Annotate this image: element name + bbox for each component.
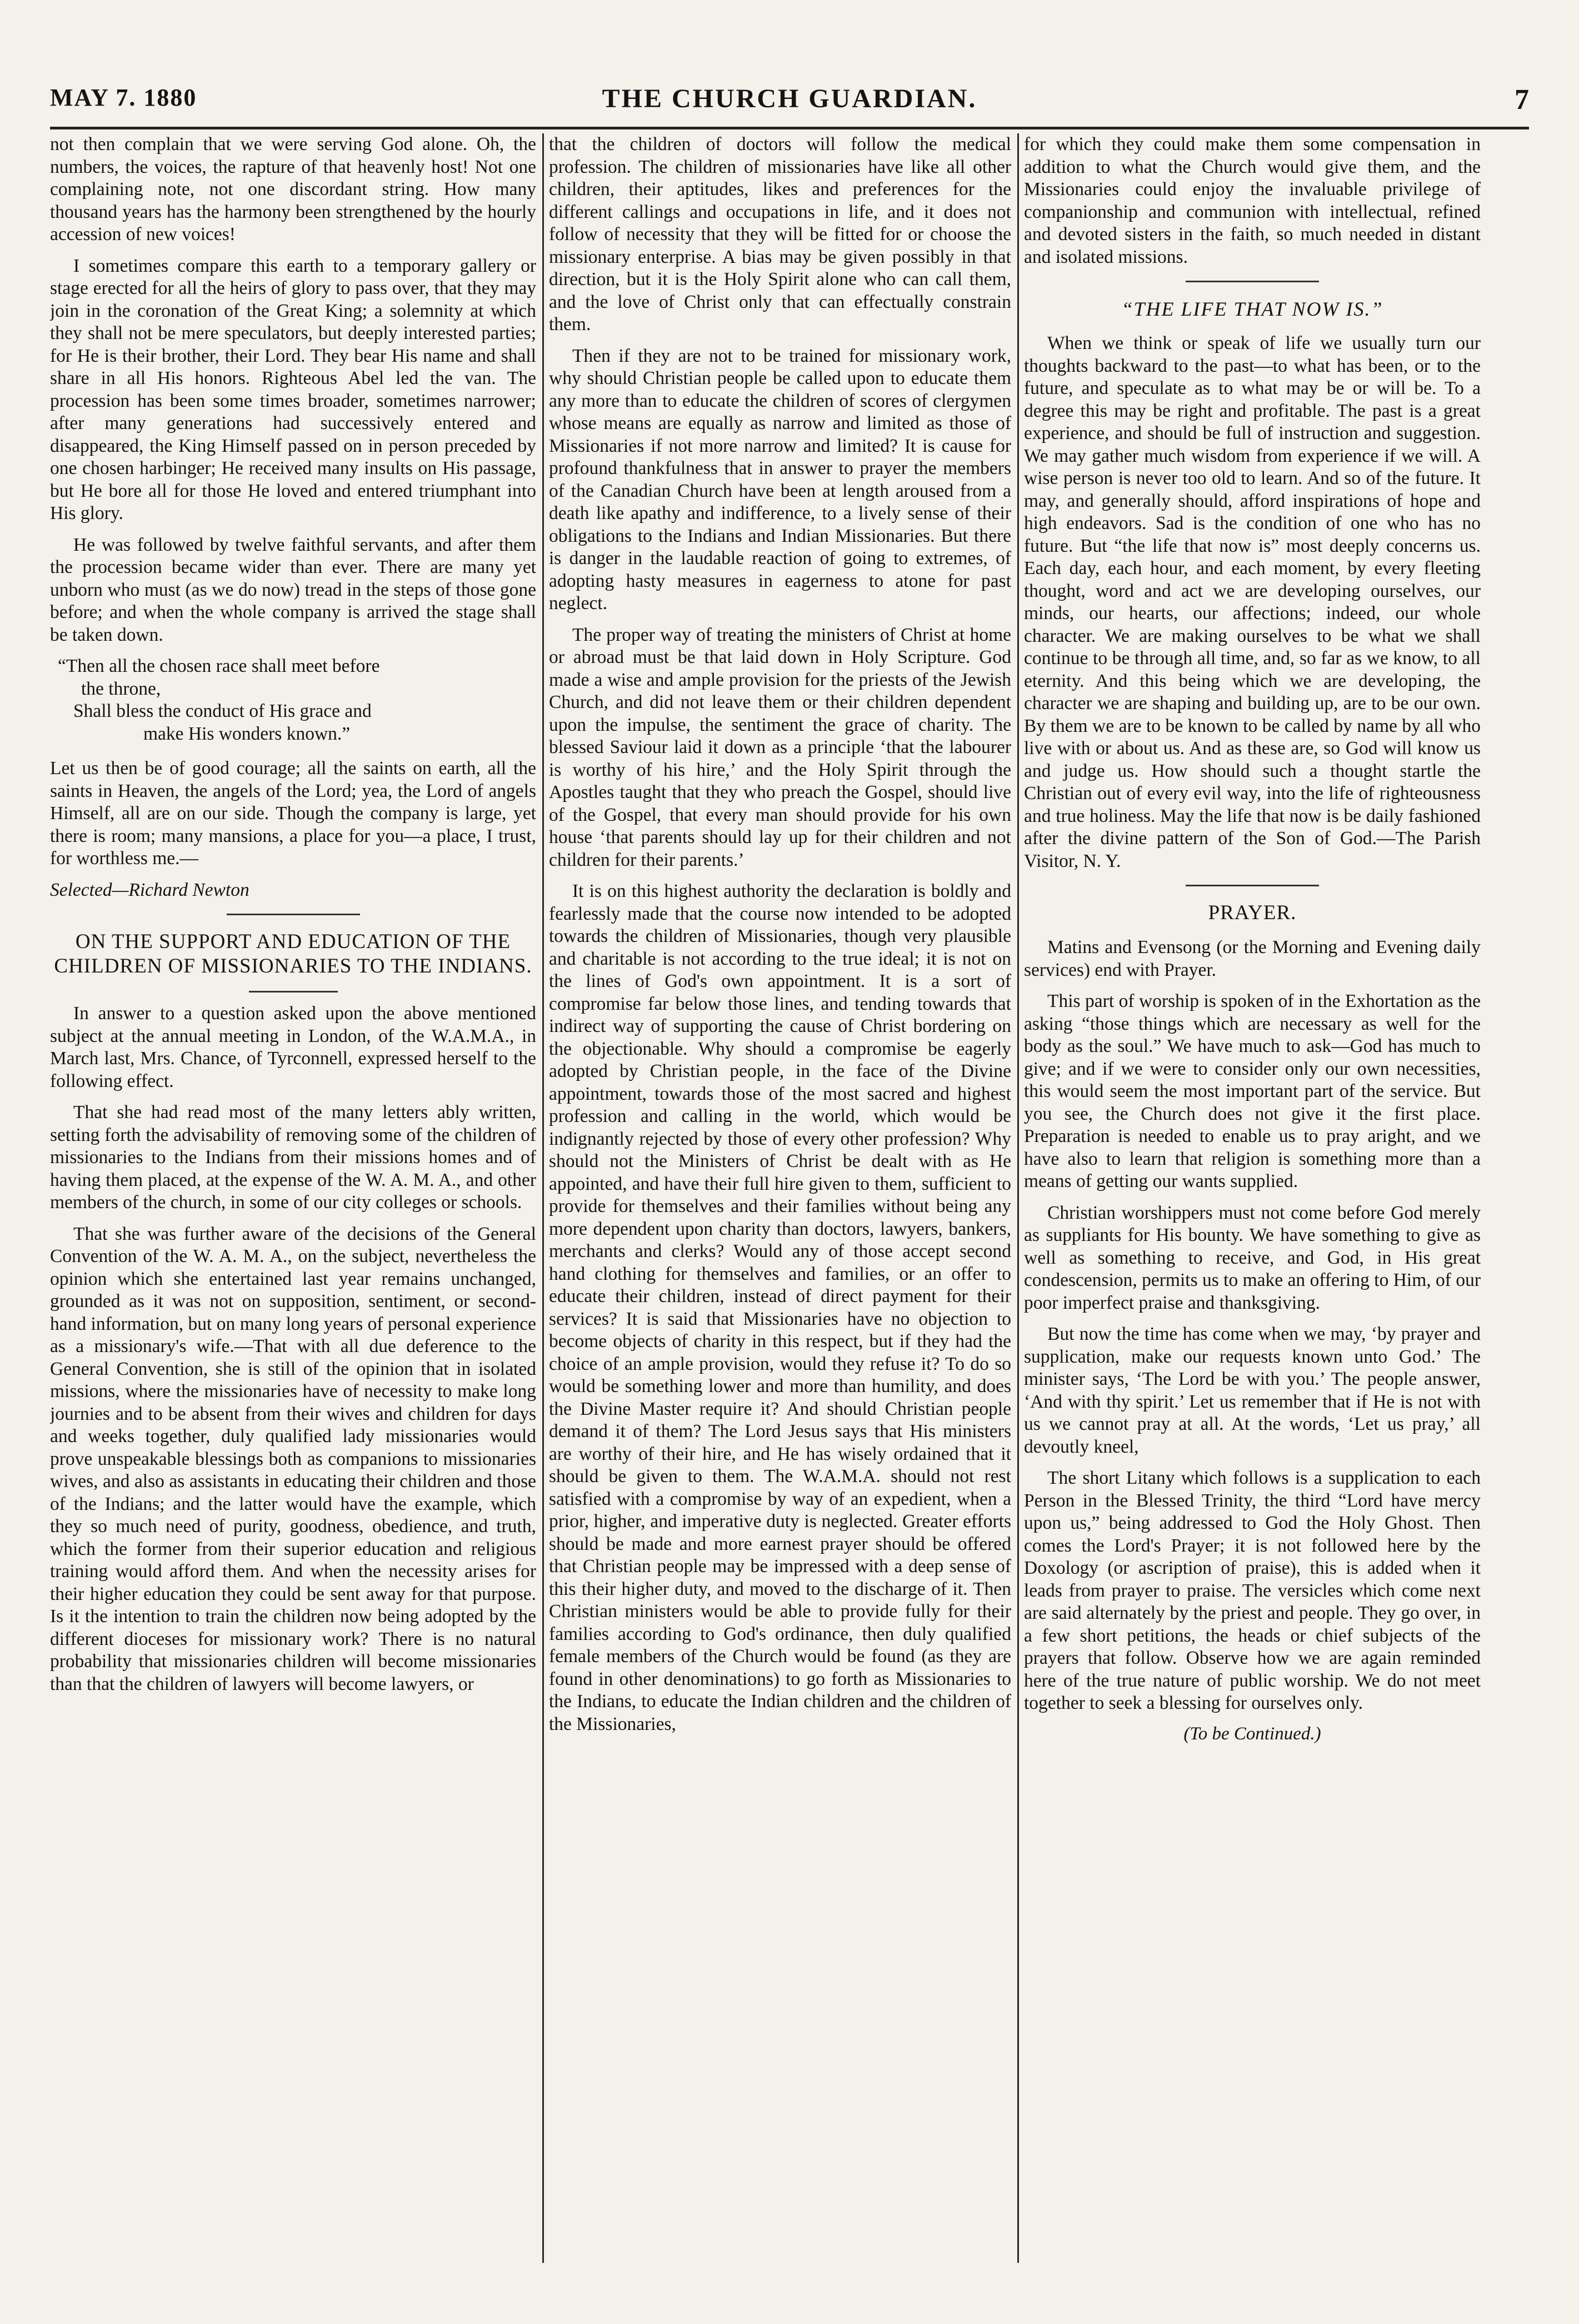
- column-divider: [542, 133, 544, 2263]
- paragraph: But now the time has come when we may, ‘by prayer and supplication, make our requests known unto God.’ The minister says, ‘The Lord be with you.’ The people answer, ‘And with thy spirit.’ Let us remember that if He is not with us we cannot pray at all. At the words, ‘Let us pray,’ all devoutly kneel,: [1024, 1324, 1481, 1457]
- hymn-line: the throne,: [81, 678, 161, 699]
- paragraph: When we think or speak of life we usually turn our thoughts backward to the past—to what has been, or to the future, and speculate as to what may be or will be. To a degree this may be right and profitable. The past is a great experience, and should be full of instruction and suggestion. We may gather much wisdom from experience if we will. A wise person is never too old to learn. And so of the future. It may, and generally should, afford inspirations of hope and high endeavors. Sad is the condition of one who has no future. But “the life that now is” most deeply concerns us. Each day, each hour, and each moment, by every fleeting thought, word and act we are developing ourselves, our minds, our hearts, our affections; indeed, our whole character. We are making ourselves to be what we shall continue to be through all time, and, so far as we know, to all eternity. And this being which we are developing, the character we are shaping and building up, are to be our own. By them we are to be known to be called by name by all who live with or about us. And as these are, so God will know us and judge us. How should such a thought startle the Christian out of every evil way, into the life of righteousness and true holiness. May the life that now is be daily fashioned after the divine pattern of the Son of God.—The Parish Visitor, N. Y.: [1024, 333, 1481, 871]
- column-3: [1024, 133, 1481, 2271]
- continued-note: (To be Continued.): [1183, 1723, 1321, 1744]
- paragraph: Let us then be of good courage; all the saints on earth, all the saints in Heaven, the angels of the Lord; yea, the Lord of angels Himself, all are on our side. Though the company is large, yet there is room; many mansions, a place for you—a place, I trust, for worthless me.—: [50, 758, 536, 869]
- column-2: [549, 133, 1011, 2271]
- paragraph: I sometimes compare this earth to a temporary gallery or stage erected for all the heirs of glory to pass over, that they may join in the coronation of the Great King; a solemnity at which they shall not be mere speculators, but deeply interested parties; for He is their brother, their Lord. They bear His name and shall share in all His honors. Righteous Abel led the van. The procession has been some times broader, sometimes narrower; after many generations had successively entered and disappeared, the King Himself passed on in person preceded by one chosen harbinger; He received many insults on His passage, but He bore all for those He loved and entered triumphant into His glory.: [50, 255, 536, 523]
- section-rule: [1186, 885, 1319, 886]
- section-rule: [227, 914, 360, 915]
- paragraph: Christian worshippers must not come before God merely as suppliants for His bounty. We have something to give as well as something to receive, and God, in His great condescension, permits us to make an offering to Him, of our poor imperfect praise and thanksgiving.: [1024, 1202, 1481, 1313]
- paragraph: That she had read most of the many letters ably written, setting forth the advisability of removing some of the children of missionaries to the Indians from their missions homes and of having them placed, at the expense of the W. A. M. A., and other members of the church, in some of our city colleges or schools.: [50, 1102, 536, 1213]
- section-rule: [1186, 281, 1319, 282]
- column-1: [50, 133, 536, 2271]
- hymn-quote: [50, 655, 536, 745]
- hymn-line: Shall bless the conduct of His grace and: [73, 701, 372, 721]
- hymn-line: “Then all the chosen race shall meet before: [58, 656, 380, 676]
- paragraph: That she was further aware of the decisions of the General Convention of the W. A. M. A., on the subject, nevertheless the opinion which she entertained last year remains unchanged, grounded as it was not on supposition, sentiment, or second-hand information, but on many long years of personal experience as a missionary's wife.—That with all due deference to the General Convention, she is still of the opinion that in isolated missions, where the missionaries have of necessity to make long journies and to be absent from their wives and children for days and weeks together, duly qualified lady missionaries would prove unspeakable blessings both as companions to missionaries wives, and also as assistants in educating their children and those of the Indians; and the latter would have the example, which they so much need of purity, goodness, obedience, and truth, which the former from their superior education and religious training would afford them. And when the necessity arises for their higher education they could be sent away for that purpose. Is it the intention to train the children now being adopted by the different dioceses for missionary work? There is no natural probability that missionaries children will become missionaries than that the children of lawyers will become lawyers, or: [50, 1223, 536, 1694]
- paragraph: He was followed by twelve faithful servants, and after them the procession became wider than ever. There are many yet unborn who must (as we do now) tread in the steps of those gone before; and when the whole company is arrived the stage shall be taken down.: [50, 534, 536, 645]
- newspaper-title: THE CHURCH GUARDIAN.: [602, 84, 977, 113]
- page-number: 7: [1515, 84, 1529, 116]
- article-signature: Selected—Richard Newton: [50, 879, 249, 900]
- paragraph: In answer to a question asked upon the above mentioned subject at the annual meeting in London, of the W.A.M.A., in March last, Mrs. Chance, of Tyrconnell, expressed herself to the following effect.: [50, 1003, 536, 1091]
- article-heading: ON THE SUPPORT AND EDUCATION OF THE CHILDREN OF MISSIONARIES TO THE INDIANS.: [54, 930, 532, 978]
- paragraph: It is on this highest authority the declaration is boldly and fearlessly made that the course now intended to be adopted towards the children of Missionaries, though very plausible and charitable is not according to the true ideal; it is not on the lines of God's own appointment. It is a sort of compromise far below those lines, and tending towards that indirect way of supporting the cause of Christ bordering on the objectionable. Why should a compromise be eagerly adopted by Christian people, in the face of the Divine appointment, towards those of the most sacred and highest profession and calling in the world, which would be indignantly rejected by those of every other profession? Why should not the Ministers of Christ be dealt with as He appointed, and have their full hire given to them, sufficient to provide for themselves and their families without being any more dependent upon charity than doctors, lawyers, bankers, merchants and clerks? Would any of those accept second hand clothing for themselves and families, or an offer to educate their children, instead of direct payment for their services? It is said that Missionaries have no objection to become objects of charity in this respect, but if they had the choice of an ample provision, would they refuse it? To do so would be something lower and more than humility, and does the Divine Master require it? And should Christian people demand it of them? The Lord Jesus says that His ministers are worthy of their hire, and He has wisely ordained that it should be given to them. The W.A.M.A. should not rest satisfied with a compromise by way of an expedient, when a prior, higher, and imperative duty is neglected. Greater efforts should be made and more earnest prayer should be offered that Christian people may be impressed with a deep sense of this their higher duty, and moved to the discharge of it. Then Christian ministers would be able to provide fully for their families according to God's ordinance, then duly qualified female members of the Church would be found (as they are found in other denominations) to go forth as Missionaries to the Indians, to educate the Indian children and the children of the Missionaries,: [549, 881, 1011, 1734]
- paragraph: Then if they are not to be trained for missionary work, why should Christian people be called upon to educate them any more than to educate the children of scores of clergymen whose means are equally as narrow and limited as those of Missionaries if not more narrow and limited? It is cause for profound thankfulness that in answer to prayer the members of the Canadian Church have been at length aroused from a death like apathy and indifference, to a lively sense of their obligations to the Indians and Indian Missionaries. But there is danger in the laudable reaction of going to extremes, of adopting hasty measures in eagerness to atone for past neglect.: [549, 345, 1011, 614]
- section-rule: [249, 991, 338, 993]
- paragraph: Matins and Evensong (or the Morning and Evening daily services) end with Prayer.: [1024, 937, 1481, 980]
- masthead-rule: [50, 127, 1529, 129]
- paragraph: The proper way of treating the ministers of Christ at home or abroad must be that laid down in Holy Scripture. God made a wise and ample provision for the priests of the Jewish Church, and did not leave them or their children dependent upon the impulse, the sentiment the grace of charity. The blessed Saviour laid it down as a principle ‘that the labourer is worthy of his hire,’ and the Holy Spirit through the Apostles taught that they who preach the Gospel, should live of the Gospel, that every man should provide for his own house ‘that parents should lay up for their children and not children for their parents.’: [549, 624, 1011, 870]
- paragraph: not then complain that we were serving God alone. Oh, the numbers, the voices, the rapture of that heavenly host! Not one complaining note, not one discordant string. How many thousand years has the harmony been strengthened by the hourly accession of new voices!: [50, 134, 536, 245]
- paragraph: for which they could make them some compensation in addition to what the Church would give them, and the Missionaries could enjoy the invaluable privilege of companionship and communion with intellectual, refined and devoted sisters in the faith, so much needed in distant and isolated missions.: [1024, 134, 1481, 267]
- hymn-line: make His wonders known.”: [143, 723, 351, 744]
- article-heading: PRAYER.: [1208, 901, 1297, 924]
- paragraph: This part of worship is spoken of in the Exhortation as the asking “those things which are necessary as well for the body as the soul.” We have much to ask—God has much to give; and if we were to consider only our own necessities, this would seem the most important part of the service. But you see, the Church does not give it the first place. Preparation is needed to enable us to pray aright, and we have also to learn that religion is something more than a means of getting our wants supplied.: [1024, 991, 1481, 1191]
- paragraph: The short Litany which follows is a supplication to each Person in the Blessed Trinity, the third “Lord have mercy upon us,” being addressed to God the Holy Ghost. Then comes the Lord's Prayer; it is not followed here by the Doxology (or ascription of praise), this is added when it leads from prayer to praise. The versicles which come next are said alternately by the priest and people. They go over, in a few short petitions, the heads or chief subjects of the prayers that follow. Observe how we are again reminded here of the true nature of public worship. We do not meet together to seek a blessing for ourselves only.: [1024, 1468, 1481, 1713]
- article-heading: “THE LIFE THAT NOW IS.”: [1121, 298, 1383, 320]
- issue-date: MAY 7. 1880: [50, 84, 197, 111]
- paragraph: that the children of doctors will follow the medical profession. The children of missionaries have like all other children, their aptitudes, likes and preferences for the different callings and occupations in life, and it does not follow of necessity that they will be fitted for or choose the missionary enterprise. A bias may be given possibly in that direction, but it is the Holy Spirit alone who can call them, and the love of Christ only that can effectually constrain them.: [549, 134, 1011, 335]
- column-divider: [1017, 133, 1019, 2263]
- masthead: [50, 83, 1529, 122]
